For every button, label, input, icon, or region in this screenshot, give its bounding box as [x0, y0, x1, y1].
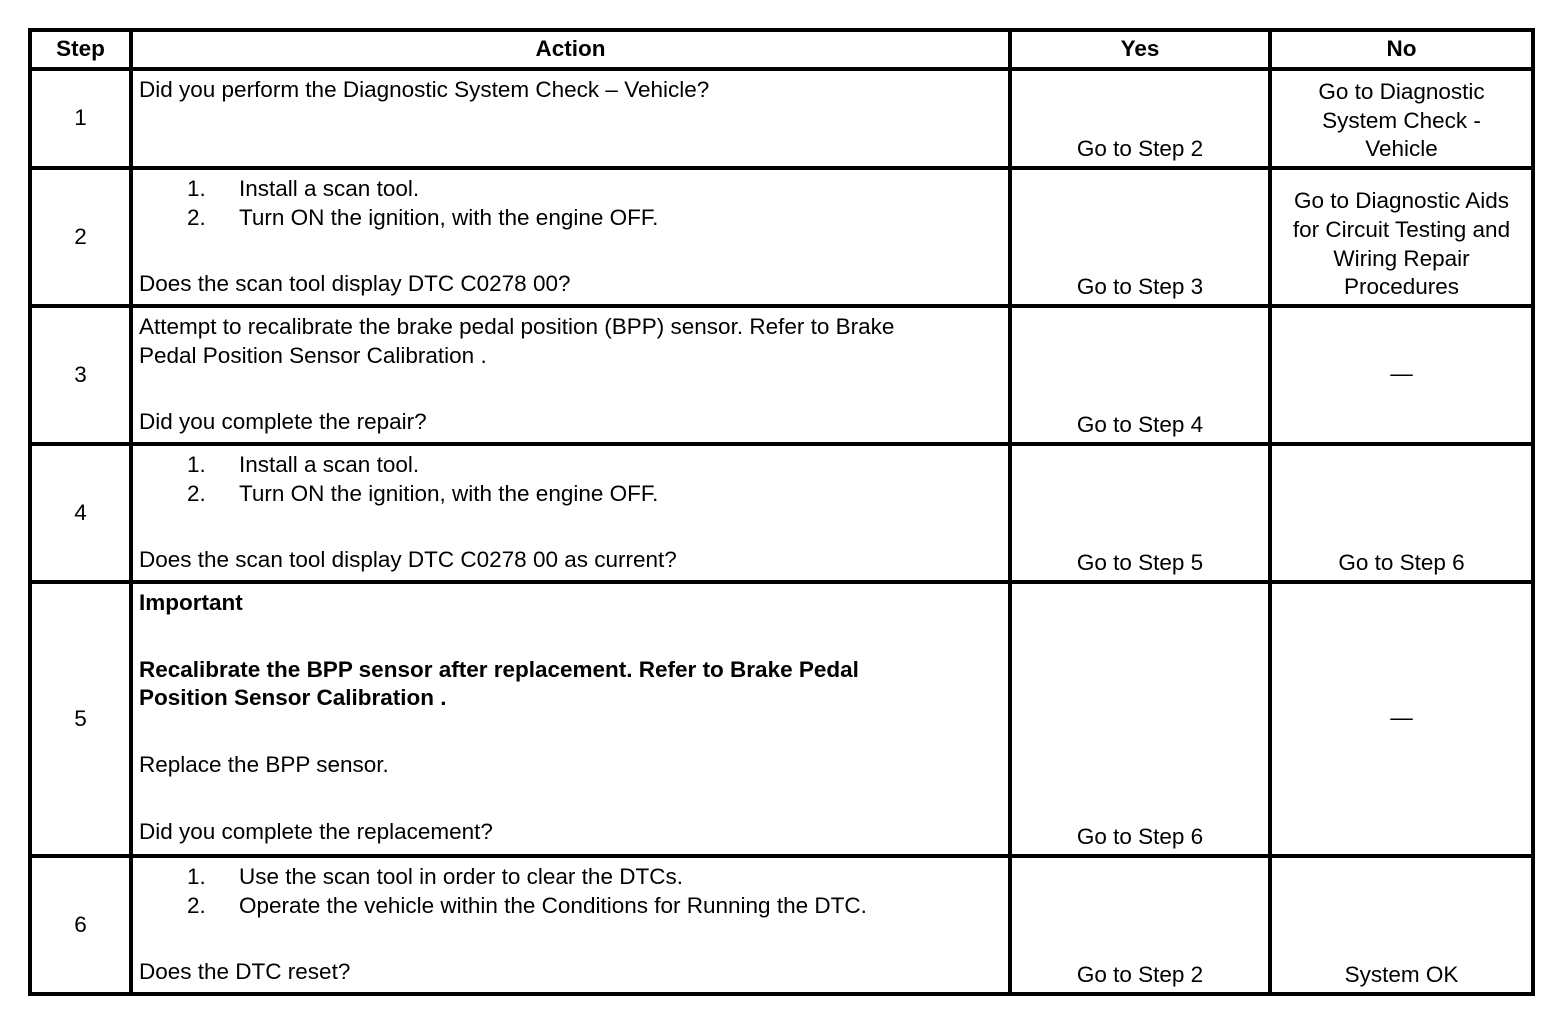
action-question: Did you perform the Diagnostic System Check – Vehicle? [139, 77, 710, 102]
list-text: Use the scan tool in order to clear the DTCs. [239, 864, 683, 889]
list-number: 1. [187, 452, 206, 477]
no-line: Go to Diagnostic [1318, 78, 1485, 104]
table-row [30, 444, 1533, 582]
table-header-row [30, 30, 1533, 69]
no-line: Wiring Repair [1333, 245, 1470, 271]
no-line: Procedures [1343, 274, 1460, 300]
table-row [30, 856, 1533, 994]
list-item [139, 175, 1002, 204]
no-line: Go to Diagnostic Aids [1293, 188, 1510, 214]
list-item [139, 451, 1002, 480]
step-number: 1 [30, 69, 131, 168]
yes-cell: Go to Step 5 [1010, 444, 1270, 582]
list-number: 2. [187, 892, 206, 918]
action-text: Attempt to recalibrate the brake pedal position (BPP) sensor. Refer to Brake [139, 314, 895, 339]
action-cell [131, 168, 1010, 306]
yes-cell: Go to Step 2 [1010, 69, 1270, 168]
step-number: 2 [30, 168, 131, 306]
step-number: 3 [30, 306, 131, 444]
table-row [30, 306, 1533, 444]
list-item [139, 204, 1002, 233]
yes-cell: Go to Step 4 [1010, 306, 1270, 444]
step-number: 4 [30, 444, 131, 582]
yes-cell: Go to Step 2 [1010, 856, 1270, 994]
header-no: No [1270, 30, 1533, 69]
action-cell [131, 444, 1010, 582]
no-cell [1270, 168, 1533, 306]
list-number: 1. [187, 176, 206, 201]
step-number: 5 [30, 582, 131, 856]
list-text: Install a scan tool. [239, 176, 420, 201]
list-text: Operate the vehicle within the Conditions for Running the DTC. [239, 892, 867, 918]
instruction-list [139, 863, 1002, 920]
important-note: Recalibrate the BPP sensor after replacement. Refer to Brake Pedal [139, 656, 859, 682]
list-number: 2. [187, 204, 206, 230]
yes-cell: Go to Step 6 [1010, 582, 1270, 856]
no-cell: Go to Step 6 [1270, 444, 1533, 582]
action-question: Does the scan tool display DTC C0278 00 as current? [139, 547, 677, 573]
important-note: Position Sensor Calibration . [139, 685, 447, 711]
list-text: Install a scan tool. [239, 452, 420, 477]
no-cell: — [1270, 582, 1533, 856]
no-line: System Check - [1322, 107, 1481, 133]
no-line: for Circuit Testing and [1292, 216, 1511, 242]
list-item [139, 892, 1002, 921]
list-text: Turn ON the ignition, with the engine OFF. [239, 204, 659, 230]
no-cell: — [1270, 306, 1533, 444]
instruction-list [139, 451, 1002, 508]
list-item [139, 480, 1002, 509]
list-number: 1. [187, 864, 206, 889]
header-step: Step [30, 30, 131, 69]
instruction-list [139, 175, 1002, 232]
action-question: Does the scan tool display DTC C0278 00? [139, 271, 571, 297]
header-action: Action [131, 30, 1010, 69]
step-number: 6 [30, 856, 131, 994]
header-yes: Yes [1010, 30, 1270, 69]
action-question: Did you complete the replacement? [139, 818, 493, 844]
table-row [30, 69, 1533, 168]
action-question: Did you complete the repair? [139, 409, 427, 435]
no-line: Vehicle [1365, 136, 1438, 162]
action-cell [131, 582, 1010, 856]
action-text: Replace the BPP sensor. [139, 752, 389, 778]
action-cell [131, 306, 1010, 444]
no-cell [1270, 69, 1533, 168]
action-cell [131, 69, 1010, 168]
action-text: Pedal Position Sensor Calibration . [139, 342, 487, 368]
table-row [30, 582, 1533, 856]
diagnostic-table [28, 28, 1535, 996]
table-row [30, 168, 1533, 306]
list-number: 2. [187, 480, 206, 506]
no-cell: System OK [1270, 856, 1533, 994]
list-text: Turn ON the ignition, with the engine OFF. [239, 480, 659, 506]
important-heading: Important [139, 590, 243, 615]
action-question: Does the DTC reset? [139, 959, 351, 985]
action-cell [131, 856, 1010, 994]
yes-cell: Go to Step 3 [1010, 168, 1270, 306]
list-item [139, 863, 1002, 892]
